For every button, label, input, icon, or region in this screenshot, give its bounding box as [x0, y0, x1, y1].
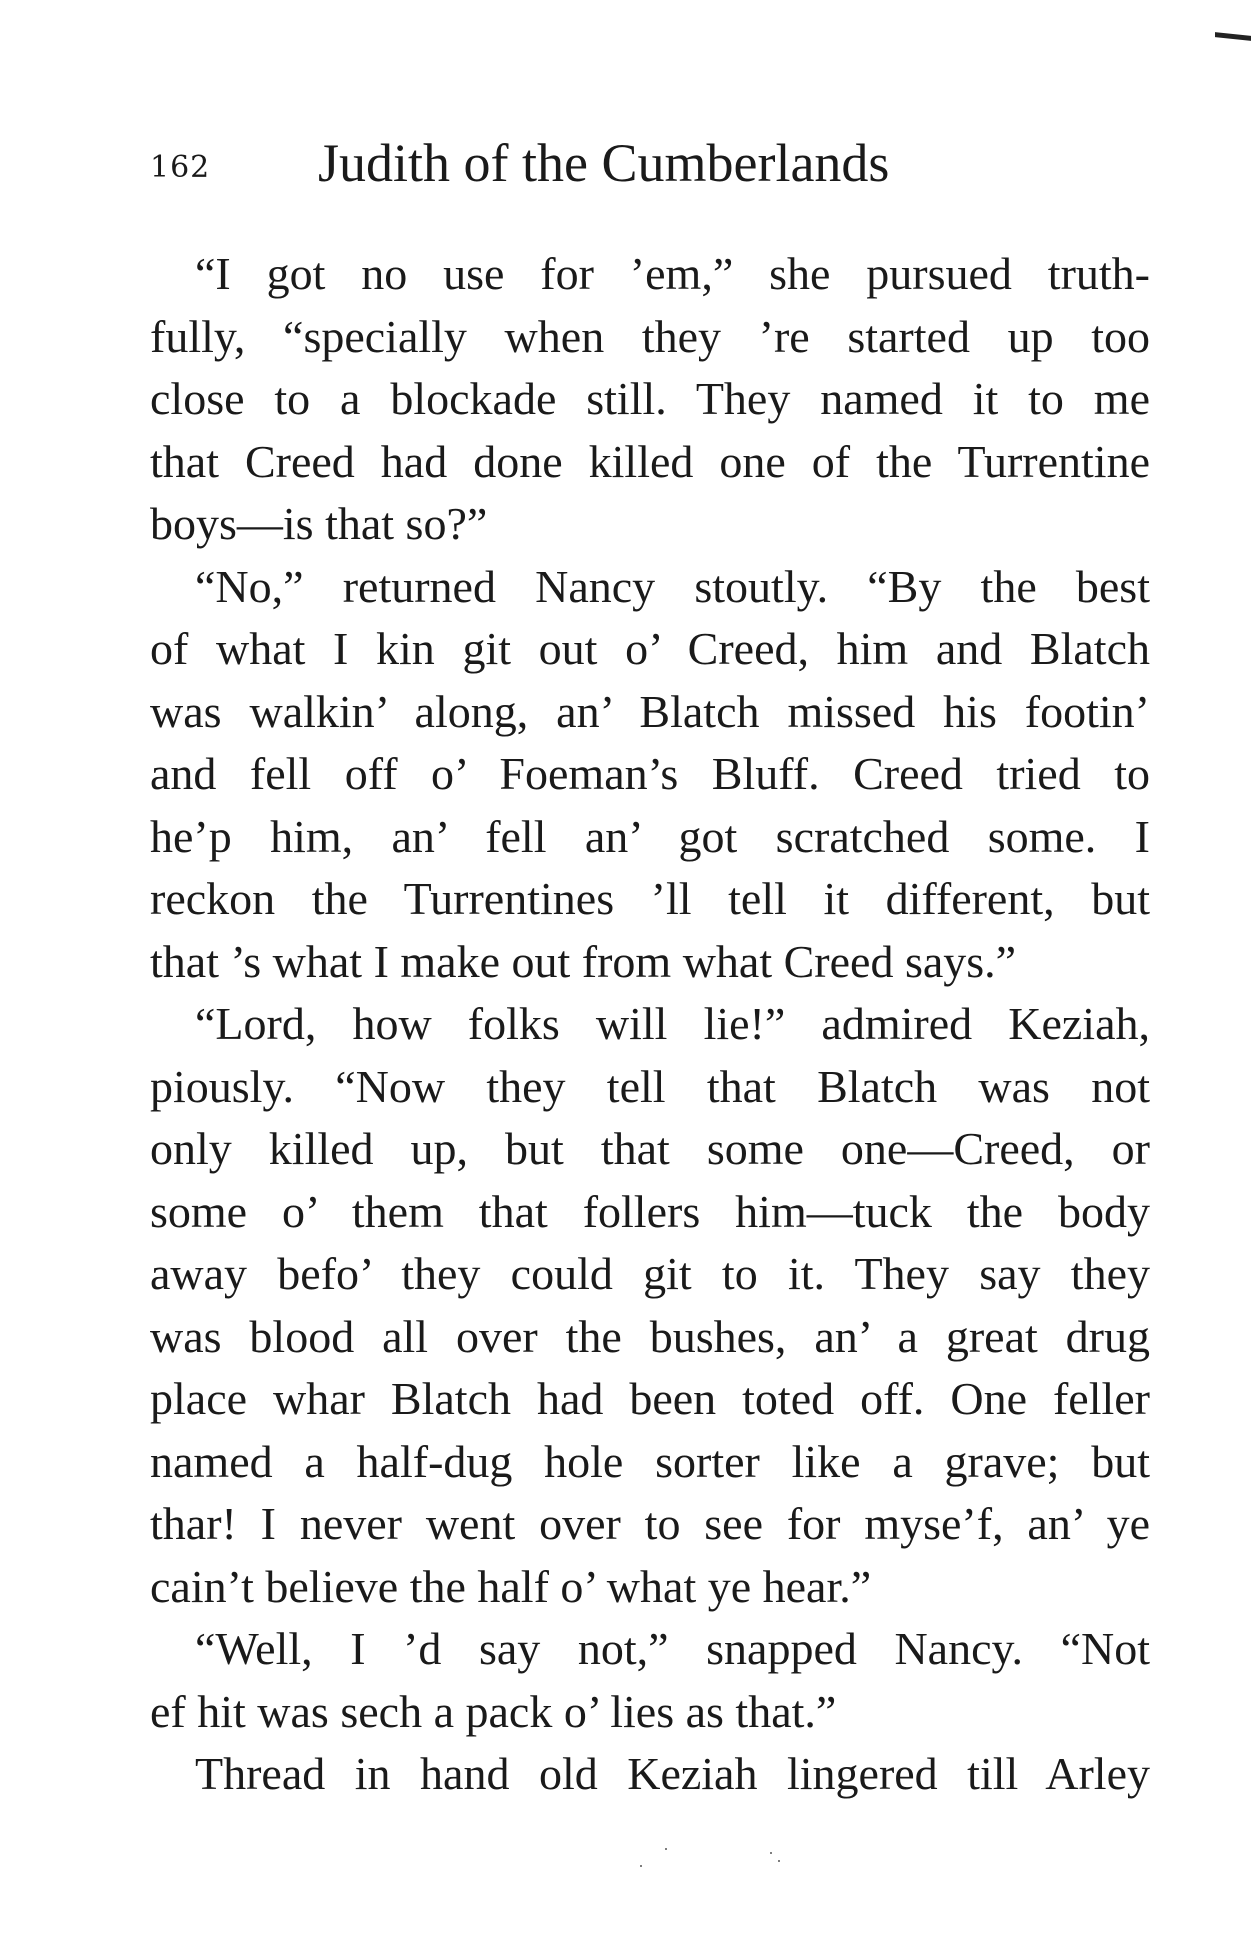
- text-line: fully, “specially when they ’re started up too: [150, 310, 1150, 362]
- text-line: only killed up, but that some one—Creed, or: [150, 1123, 1150, 1174]
- page-edge-mark: [1215, 32, 1251, 41]
- text-line: away befo’ they could git to it. They say they: [150, 1248, 1150, 1299]
- print-speck: [665, 1848, 667, 1850]
- running-title: Judith of the Cumberlands: [318, 133, 890, 193]
- text-line: that Creed had done killed one of the Turrentine: [150, 435, 1150, 487]
- text-line: he’p him, an’ fell an’ got scratched some. I: [150, 810, 1150, 862]
- page-header: [150, 132, 1150, 202]
- text-line: some o’ them that follers him—tuck the body: [150, 1185, 1150, 1237]
- text-line: close to a blockade still. They named it to me: [150, 373, 1150, 424]
- text-line: was walkin’ along, an’ Blatch missed his footin’: [150, 685, 1150, 737]
- print-speck: [640, 1865, 642, 1867]
- print-speck: [778, 1860, 780, 1862]
- text-line: and fell off o’ Foeman’s Bluff. Creed tried to: [150, 748, 1150, 799]
- print-speck: [770, 1852, 772, 1854]
- text-line: of what I kin git out o’ Creed, him and Blatch: [150, 623, 1150, 674]
- text-line: reckon the Turrentines ’ll tell it different, but: [150, 873, 1150, 924]
- text-line: ef hit was sech a pack o’ lies as that.”: [150, 1685, 837, 1737]
- text-line: was blood all over the bushes, an’ a great drug: [150, 1310, 1150, 1362]
- text-line: cain’t believe the half o’ what ye hear.”: [150, 1560, 872, 1612]
- body-text: [150, 243, 1150, 1806]
- text-line: that ’s what I make out from what Creed says.”: [150, 935, 1017, 987]
- text-line: piously. “Now they tell that Blatch was not: [150, 1060, 1150, 1112]
- text-line: “No,” returned Nancy stoutly. “By the best: [195, 560, 1150, 612]
- text-line: “Well, I ’d say not,” snapped Nancy. “Not: [195, 1623, 1150, 1674]
- text-line: named a half-dug hole sorter like a grave; but: [150, 1435, 1150, 1487]
- text-line: boys—is that so?”: [150, 498, 488, 549]
- text-line: thar! I never went over to see for myse’f, an’ ye: [150, 1498, 1150, 1549]
- text-line: place whar Blatch had been toted off. One feller: [150, 1373, 1150, 1424]
- text-line: “Lord, how folks will lie!” admired Keziah,: [195, 998, 1150, 1049]
- page-number: 162: [150, 150, 211, 185]
- text-line: “I got no use for ’em,” she pursued truth-: [195, 248, 1150, 299]
- text-line: Thread in hand old Keziah lingered till Arley: [195, 1748, 1150, 1799]
